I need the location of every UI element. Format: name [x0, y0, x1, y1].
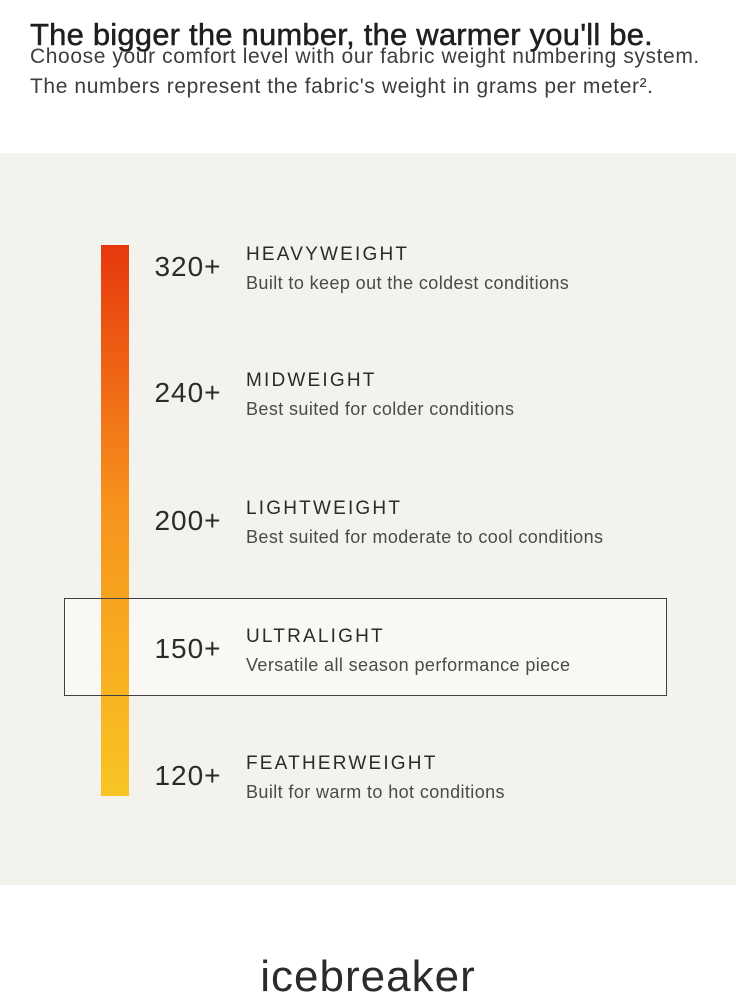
- weight-description: Versatile all season performance piece: [246, 655, 571, 675]
- weight-name: FEATHERWEIGHT: [246, 753, 438, 774]
- weight-name: ULTRALIGHT: [246, 626, 385, 647]
- subtitle: [30, 42, 716, 101]
- subtitle-line-1: Choose your comfort level with our fabric weight numbering system.: [30, 45, 700, 68]
- weight-row-midweight: [0, 371, 736, 420]
- weight-value: 150+: [154, 633, 222, 664]
- weight-value: 120+: [154, 760, 222, 791]
- weight-value: 240+: [154, 377, 222, 408]
- weight-description: Built for warm to hot conditions: [246, 782, 505, 802]
- weight-value: 200+: [154, 505, 222, 536]
- weight-row-heavyweight: [0, 245, 736, 294]
- weight-value: 320+: [154, 251, 222, 282]
- weight-description: Best suited for moderate to cool conditions: [246, 527, 604, 547]
- weight-row-ultralight: [0, 627, 736, 676]
- weight-name: HEAVYWEIGHT: [246, 244, 410, 265]
- page-title: The bigger the number, the warmer you'll be.: [30, 16, 653, 52]
- weight-scale-panel: [0, 153, 736, 885]
- weight-row-featherweight: [0, 754, 736, 803]
- icebreaker-logo: icebreaker: [260, 952, 476, 1000]
- subtitle-line-2: The numbers represent the fabric's weight in grams per meter².: [30, 74, 654, 98]
- weight-name: MIDWEIGHT: [246, 370, 377, 391]
- weight-row-lightweight: [0, 499, 736, 548]
- weight-description: Best suited for colder conditions: [246, 399, 515, 419]
- weight-description: Built to keep out the coldest conditions: [246, 273, 570, 293]
- weight-name: LIGHTWEIGHT: [246, 498, 403, 519]
